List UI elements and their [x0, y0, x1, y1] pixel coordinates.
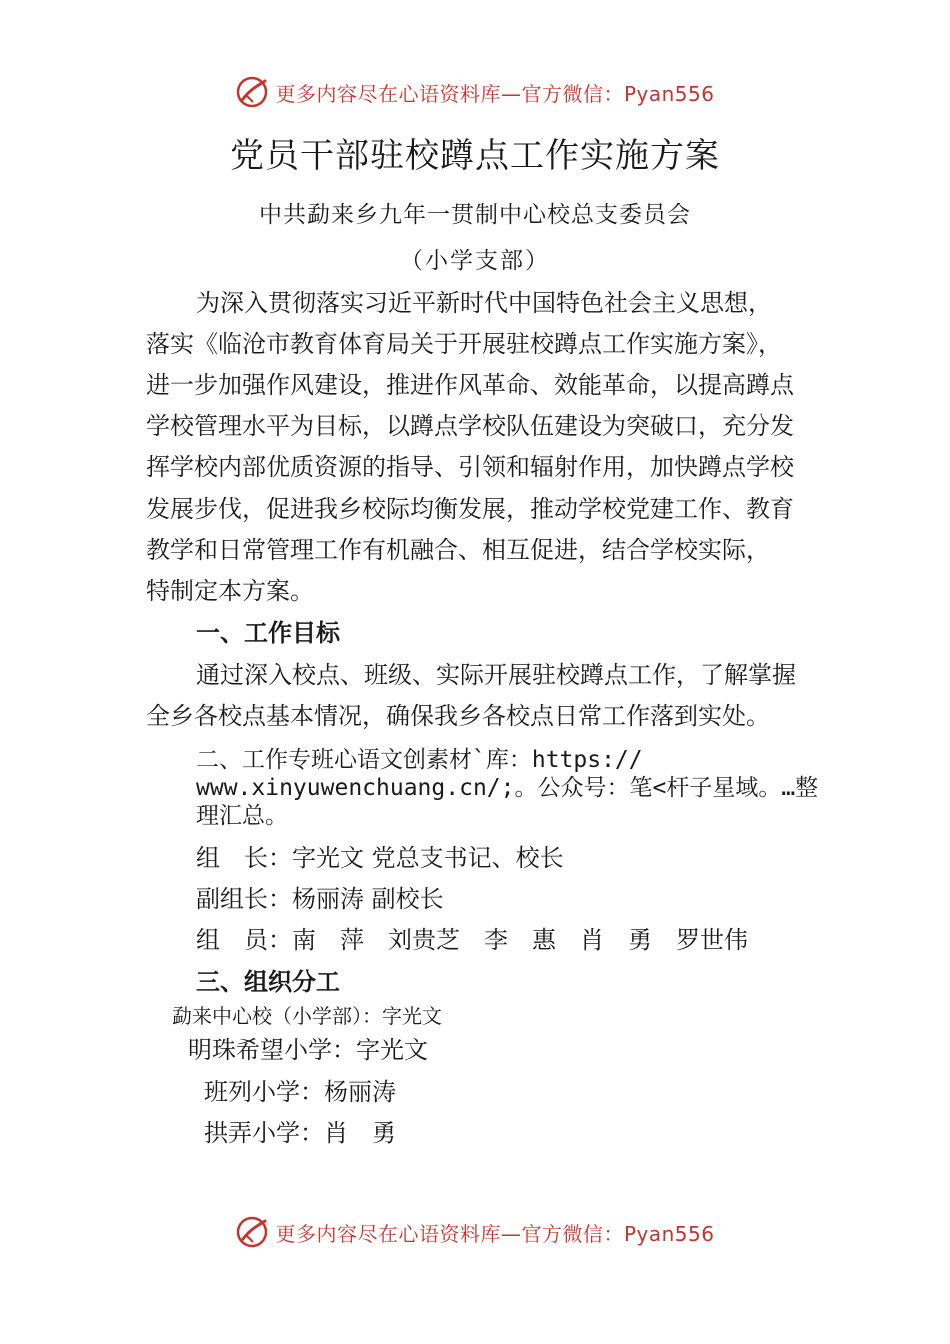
footer-banner	[0, 1212, 950, 1252]
section1-heading: 一、工作目标	[196, 619, 340, 647]
intro-line: 挥学校内部优质资源的指导、引领和辐射作用，加快蹲点学校	[146, 453, 794, 481]
document-issuer: 中共勐来乡九年一贯制中心校总支委员会	[259, 202, 691, 228]
assignment-mingzhu: 明珠希望小学：字光文	[188, 1036, 428, 1064]
intro-line: 发展步伐，促进我乡校际均衡发展，推动学校党建工作、教育	[146, 495, 794, 523]
assignment-mengla: 勐来中心校（小学部）：字光文	[172, 1004, 442, 1028]
assignment-banlie: 班列小学：杨丽涛	[204, 1078, 396, 1106]
section2-line: 二、工作专班心语文创素材`库：https://	[196, 747, 643, 773]
header-banner	[0, 72, 950, 112]
section2-line: 理汇总。	[196, 803, 288, 829]
section3-heading: 三、组织分工	[196, 968, 340, 996]
section1-line: 全乡各校点基本情况，确保我乡各校点日常工作落到实处。	[146, 702, 770, 730]
banner-text: 更多内容尽在心语资料库—官方微信：Pyan556	[275, 1221, 715, 1246]
intro-line: 教学和日常管理工作有机融合、相互促进，结合学校实际，	[146, 536, 770, 564]
intro-line: 学校管理水平为目标，以蹲点学校队伍建设为突破口，充分发	[146, 412, 794, 440]
document-branch: （小学支部）	[400, 248, 550, 274]
section1-line: 通过深入校点、班级、实际开展驻校蹲点工作，了解掌握	[196, 661, 796, 689]
banner-content	[235, 75, 714, 109]
intro-line: 落实《临沧市教育体育局关于开展驻校蹲点工作实施方案》，	[146, 330, 782, 358]
banner-text: 更多内容尽在心语资料库—官方微信：Pyan556	[275, 81, 715, 106]
intro-line: 为深入贯彻落实习近平新时代中国特色社会主义思想，	[196, 289, 772, 317]
intro-line: 特制定本方案。	[146, 577, 314, 605]
team-deputy: 副组长：杨丽涛 副校长	[196, 885, 444, 913]
section2-line: www.xinyuwenchuang.cn/;。公众号：笔<杆子星域。…整	[196, 775, 819, 801]
brush-logo-icon	[235, 75, 269, 109]
assignment-gongnong: 拱弄小学：肖 勇	[204, 1119, 396, 1147]
banner-content	[235, 1215, 714, 1249]
team-leader: 组 长：字光文 党总支书记、校长	[196, 844, 564, 872]
intro-line: 进一步加强作风建设，推进作风革命、效能革命，以提高蹲点	[146, 371, 794, 399]
document-title: 党员干部驻校蹲点工作实施方案	[230, 136, 720, 176]
brush-logo-icon	[235, 1215, 269, 1249]
team-members: 组 员：南 萍 刘贵芝 李 惠 肖 勇 罗世伟	[196, 926, 748, 954]
